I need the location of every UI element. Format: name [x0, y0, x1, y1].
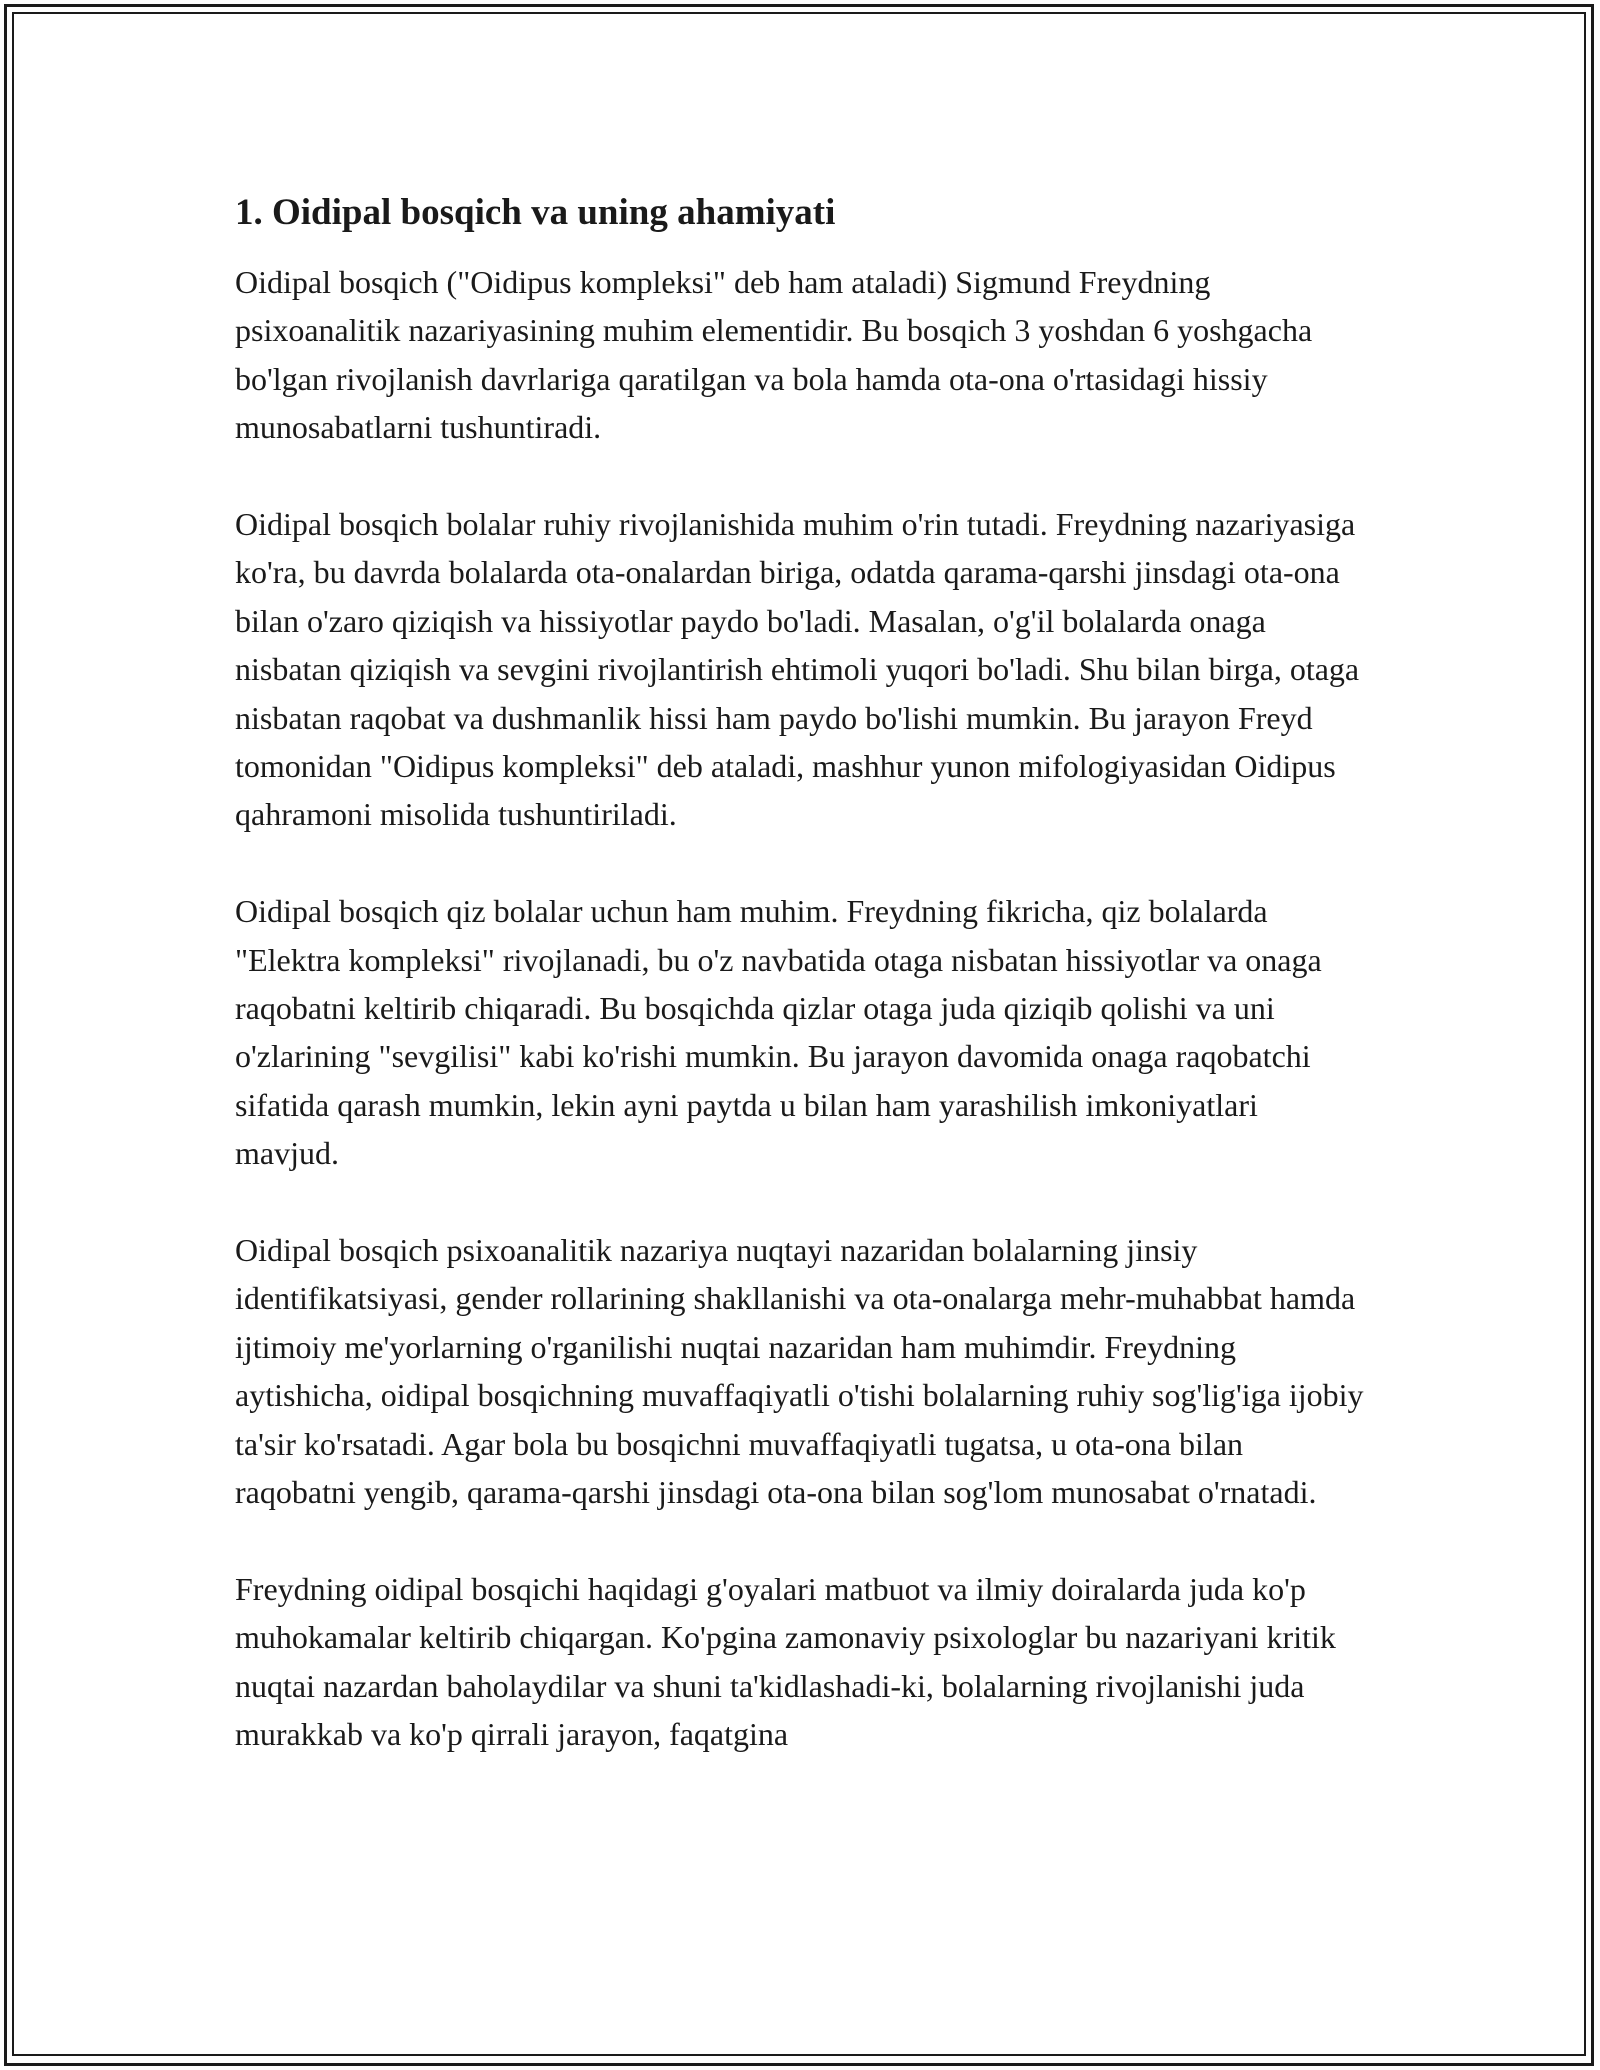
- paragraph-1: Oidipal bosqich ("Oidipus kompleksi" deb ham ataladi) Sigmund Freydning psixoanalitik nazariyasining muhim elementidir. Bu bosqich 3 yoshdan 6 yoshgacha bo'lgan rivojlanish davrlariga qaratilgan va bola hamda ota-ona o'rtasidagi hissiy munosabatlarni tushuntiradi.: [235, 264, 1313, 446]
- document-body: [235, 188, 1365, 1807]
- paragraph-5: Freydning oidipal bosqichi haqidagi g'oyalari matbuot va ilmiy doiralarda juda ko'p muhokamalar keltirib chiqargan. Ko'pgina zamonaviy psixologlar bu nazariyani kritik nuqtai nazardan baholaydilar va shuni ta'kidlashadi-ki, bolalarning rivojlanishi juda murakkab va ko'p qirrali jarayon, faqatgina: [235, 1570, 1336, 1753]
- paragraph-4: Oidipal bosqich psixoanalitik nazariya nuqtayi nazaridan bolalarning jinsiy identifikatsiyasi, gender rollarining shakllanishi va ota-onalarga mehr-muhabbat hamda ijtimoiy me'yorlarning o'rganilishi nuqtai nazaridan ham muhimdir. Freydning aytishicha, oidipal bosqichning muvaffaqiyatli o'tishi bolalarning ruhiy sog'lig'iga ijobiy ta'sir ko'rsatadi. Agar bola bu bosqichni muvaffaqiyatli tugatsa, u ota-ona bilan raqobatni yengib, qarama-qarshi jinsdagi ota-ona bilan sog'lom munosabat o'rnatadi.: [235, 1232, 1364, 1511]
- paragraph-3: Oidipal bosqich qiz bolalar uchun ham muhim. Freydning fikricha, qiz bolalarda "Elektra kompleksi" rivojlanadi, bu o'z navbatida otaga nisbatan hissiyotlar va onaga raqobatni keltirib chiqaradi. Bu bosqichda qizlar otaga juda qiziqib qolishi va uni o'zlarining "sevgilisi" kabi ko'rishi mumkin. Bu jarayon davomida onaga raqobatchi sifatida qarash mumkin, lekin ayni paytda u bilan ham yarashilish imkoniyatlari mavjud.: [235, 893, 1322, 1172]
- section-heading: 1. Oidipal bosqich va uning ahamiyati: [235, 192, 836, 233]
- paragraph-2: Oidipal bosqich bolalar ruhiy rivojlanishida muhim o'rin tutadi. Freydning nazariyasiga ko'ra, bu davrda bolalarda ota-onalardan biriga, odatda qarama-qarshi jinsdagi ota-ona bilan o'zaro qiziqish va hissiyotlar paydo bo'ladi. Masalan, o'g'il bolalarda onaga nisbatan qiziqish va sevgini rivojlantirish ehtimoli yuqori bo'ladi. Shu bilan birga, otaga nisbatan raqobat va dushmanlik hissi ham paydo bo'lishi mumkin. Bu jarayon Freyd tomonidan "Oidipus kompleksi" deb ataladi, mashhur yunon mifologiyasidan Oidipus qahramoni misolida tushuntiriladi.: [235, 506, 1360, 833]
